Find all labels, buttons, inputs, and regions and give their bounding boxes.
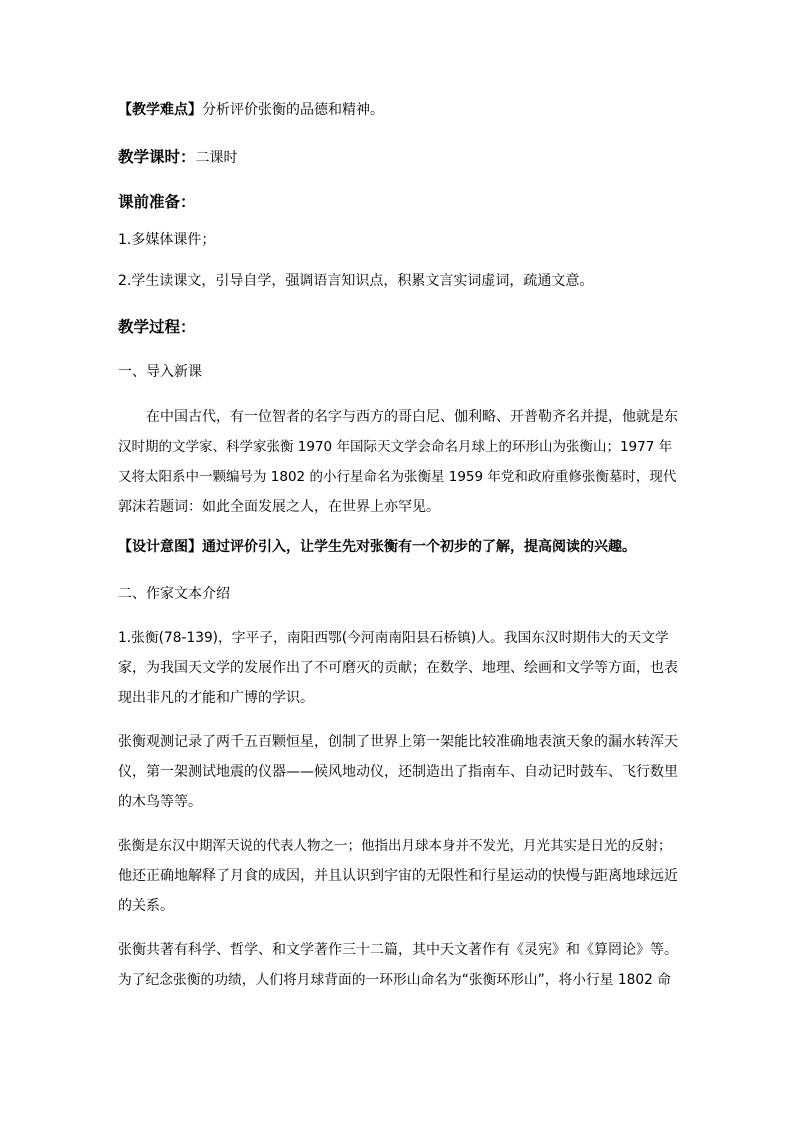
section2-title: 二、作家文本介绍	[118, 586, 230, 602]
preparation-title: 课前准备：	[118, 193, 196, 211]
section2-line: 为了纪念张衡的功绩，人们将月球背面的一环形山命名为“张衡环形山”，将小行星 1802 命	[118, 972, 671, 988]
class-hours-text: 二课时	[195, 150, 238, 166]
class-hours-label: 教学课时：	[118, 148, 196, 166]
section1-title: 一、导入新课	[118, 364, 202, 380]
preparation-item-2: 2.学生读课文，引导自学，强调语言知识点，积累文言实词虚词，疏通文意。	[118, 273, 594, 289]
section1-line: 又将太阳系中一颗编号为 1802 的小行星命名为张衡星 1959 年党和政府重修张衡墓时，现代	[118, 469, 677, 485]
section1-line: 在中国古代，有一位智者的名字与西方的哥白尼、伽利略、开普勒齐名并提，他就是东	[146, 409, 678, 425]
process-title: 教学过程：	[118, 318, 196, 336]
design-intent-label: 【设计意图】	[118, 539, 202, 555]
section2-line: 张衡共著有科学、哲学、和文学著作三十二篇，其中天文著作有《灵宪》和《算罔论》等。	[118, 942, 678, 958]
section2-line: 仪，第一架测试地震的仪器——候风地动仪，还制造出了指南车、自动记时鼓车、飞行数里	[118, 764, 678, 780]
design-intent-line	[118, 537, 636, 557]
preparation-item-1: 1.多媒体课件；	[118, 232, 216, 248]
section1-line: 汉时期的文学家、科学家张衡 1970 年国际天文学会命名月球上的环形山为张衡山；1977 年	[118, 439, 673, 455]
section1-line: 郭沫若题词：如此全面发展之人，在世界上亦罕见。	[118, 499, 440, 515]
difficulty-line	[118, 100, 384, 120]
section2-line: 的木鸟等等。	[118, 794, 202, 810]
difficulty-text: 分析评价张衡的品德和精神。	[202, 102, 384, 118]
section2-line: 1.张衡(78-139)，字平子，南阳西鄂(今河南南阳县石桥镇)人。我国东汉时期伟大的天文学	[118, 630, 669, 646]
section2-paragraph-3	[118, 831, 678, 921]
section2-line: 家，为我国天文学的发展作出了不可磨灭的贡献；在数学、地理、绘画和文学等方面，也表	[118, 660, 678, 676]
section2-paragraph-4	[118, 935, 678, 995]
difficulty-label: 【教学难点】	[118, 102, 202, 118]
class-hours-line	[118, 146, 238, 169]
section2-paragraph-1	[118, 623, 678, 713]
section2-line: 的关系。	[118, 898, 174, 914]
section2-line: 现出非凡的才能和广博的学识。	[118, 690, 314, 706]
section2-paragraph-2	[118, 727, 678, 817]
section2-line: 张衡是东汉中期浑天说的代表人物之一；他指出月球本身并不发光，月光其实是日光的反射；	[118, 838, 672, 854]
section1-paragraph	[118, 402, 678, 522]
section2-line: 他还正确地解释了月食的成因，并且认识到宇宙的无限性和行星运动的快慢与距离地球远近	[118, 868, 678, 884]
section2-line: 张衡观测记录了两千五百颗恒星，创制了世界上第一架能比较准确地表演天象的漏水转浑天	[118, 734, 678, 750]
design-intent-text: 通过评价引入，让学生先对张衡有一个初步的了解，提高阅读的兴趣。	[202, 539, 636, 555]
